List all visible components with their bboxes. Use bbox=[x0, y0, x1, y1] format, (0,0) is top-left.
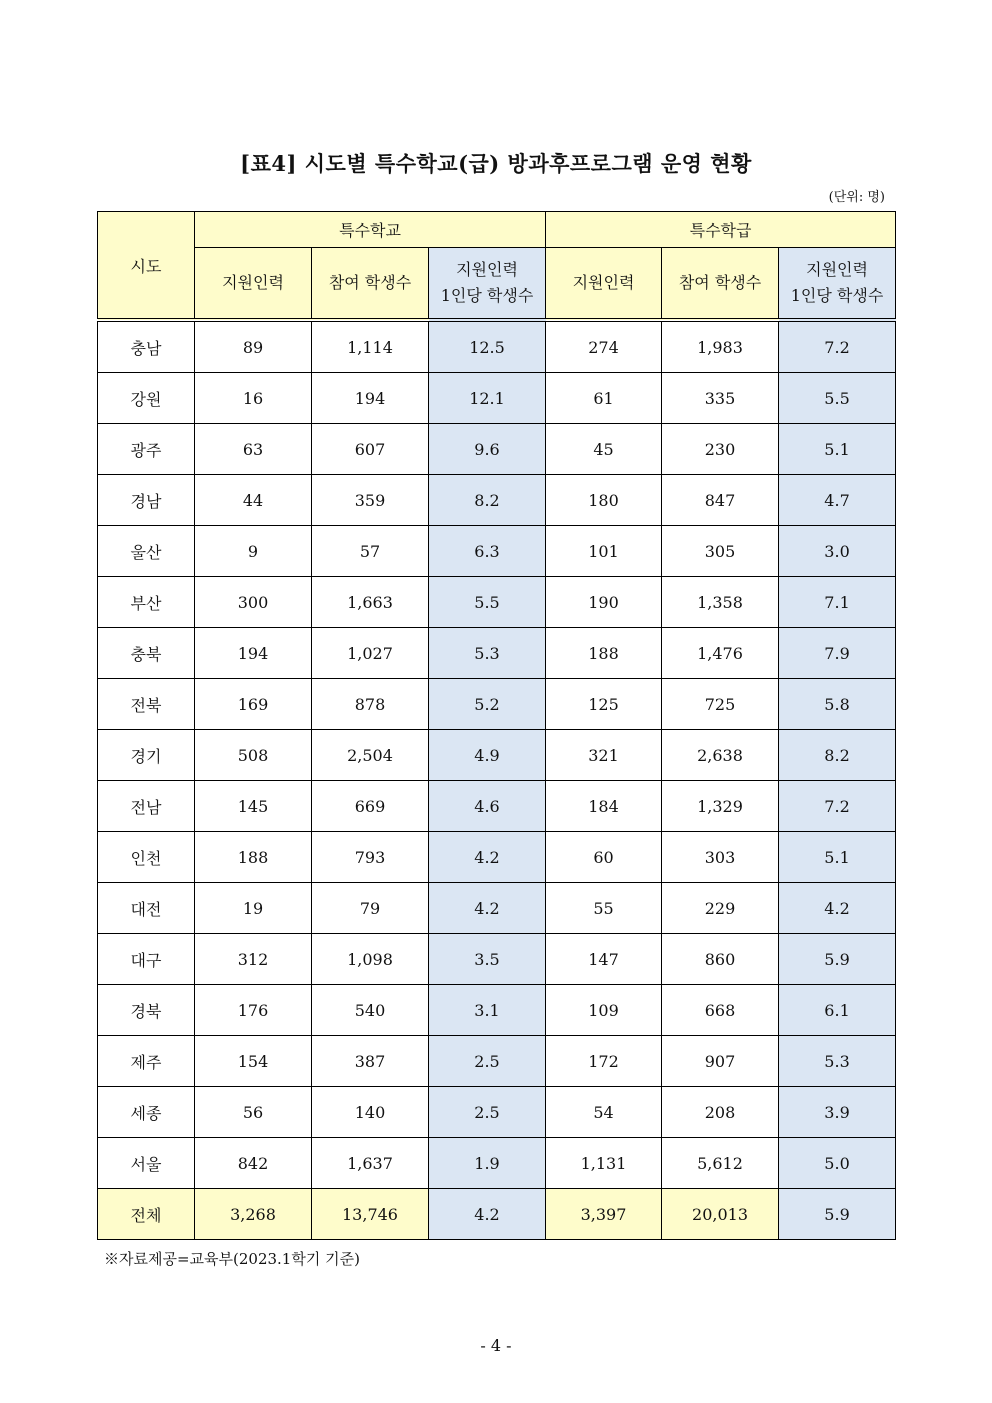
class-ratio-cell: 4.2 bbox=[779, 883, 896, 934]
class-staff-cell: 101 bbox=[546, 526, 662, 577]
region-cell: 충북 bbox=[98, 628, 195, 679]
school-staff-cell: 176 bbox=[195, 985, 312, 1036]
school-students-cell: 2,504 bbox=[312, 730, 429, 781]
class-students-cell: 305 bbox=[662, 526, 779, 577]
page-number: - 4 - bbox=[480, 1336, 512, 1355]
region-cell: 강원 bbox=[98, 373, 195, 424]
school-ratio-cell: 6.3 bbox=[429, 526, 546, 577]
table-row bbox=[98, 424, 896, 475]
school-ratio-cell: 4.2 bbox=[429, 883, 546, 934]
group-header-class: 특수학급 bbox=[546, 212, 896, 248]
class-staff-cell: 45 bbox=[546, 424, 662, 475]
class-staff-cell: 274 bbox=[546, 320, 662, 373]
table-row bbox=[98, 679, 896, 730]
school-staff-cell: 194 bbox=[195, 628, 312, 679]
school-students-cell: 57 bbox=[312, 526, 429, 577]
class-ratio-cell: 5.1 bbox=[779, 424, 896, 475]
school-staff-cell: 145 bbox=[195, 781, 312, 832]
school-students-cell: 1,098 bbox=[312, 934, 429, 985]
school-students-cell: 540 bbox=[312, 985, 429, 1036]
header-row-groups bbox=[98, 212, 896, 248]
class-ratio-cell: 5.3 bbox=[779, 1036, 896, 1087]
table-row bbox=[98, 628, 896, 679]
school-ratio-cell: 1.9 bbox=[429, 1138, 546, 1189]
class-ratio-cell: 4.7 bbox=[779, 475, 896, 526]
school-ratio-cell: 4.9 bbox=[429, 730, 546, 781]
class-staff-cell: 321 bbox=[546, 730, 662, 781]
school-staff-cell: 44 bbox=[195, 475, 312, 526]
school-students-cell: 1,637 bbox=[312, 1138, 429, 1189]
class-students-cell: 2,638 bbox=[662, 730, 779, 781]
school-students-cell: 878 bbox=[312, 679, 429, 730]
table-row bbox=[98, 934, 896, 985]
class-ratio-cell: 5.1 bbox=[779, 832, 896, 883]
school-ratio-cell: 4.6 bbox=[429, 781, 546, 832]
class-students-cell: 303 bbox=[662, 832, 779, 883]
class-ratio-cell: 3.0 bbox=[779, 526, 896, 577]
school-staff-cell: 842 bbox=[195, 1138, 312, 1189]
school-ratio-cell: 3.1 bbox=[429, 985, 546, 1036]
region-header: 시도 bbox=[98, 212, 195, 321]
school-students-cell: 793 bbox=[312, 832, 429, 883]
class-students-cell: 1,358 bbox=[662, 577, 779, 628]
school-ratio-cell: 9.6 bbox=[429, 424, 546, 475]
table-row bbox=[98, 985, 896, 1036]
region-cell: 전남 bbox=[98, 781, 195, 832]
unit-label: (단위: 명) bbox=[828, 190, 885, 205]
school-staff-cell: 188 bbox=[195, 832, 312, 883]
table-row bbox=[98, 730, 896, 781]
table-body bbox=[98, 320, 896, 1240]
school-ratio-cell: 2.5 bbox=[429, 1036, 546, 1087]
region-cell: 전북 bbox=[98, 679, 195, 730]
header-row-columns bbox=[98, 248, 896, 321]
class-ratio-cell: 3.9 bbox=[779, 1087, 896, 1138]
source-note: ※자료제공=교육부(2023.1학기 기준) bbox=[104, 1250, 360, 1268]
class-students-cell: 860 bbox=[662, 934, 779, 985]
ratio-line1: 지원인력 bbox=[456, 260, 518, 279]
class-students-cell: 229 bbox=[662, 883, 779, 934]
table-row bbox=[98, 320, 896, 373]
class-students-cell: 725 bbox=[662, 679, 779, 730]
col-header-school-ratio bbox=[429, 248, 546, 321]
school-ratio-cell: 5.5 bbox=[429, 577, 546, 628]
ratio-line2: 1인당 학생수 bbox=[790, 286, 884, 305]
class-students-cell: 335 bbox=[662, 373, 779, 424]
table-row bbox=[98, 526, 896, 577]
class-students-cell: 668 bbox=[662, 985, 779, 1036]
school-students-cell: 359 bbox=[312, 475, 429, 526]
col-header-class-ratio bbox=[779, 248, 896, 321]
school-students-cell: 607 bbox=[312, 424, 429, 475]
class-staff-cell: 60 bbox=[546, 832, 662, 883]
class-ratio-cell: 5.0 bbox=[779, 1138, 896, 1189]
table-row bbox=[98, 832, 896, 883]
table-row bbox=[98, 883, 896, 934]
region-cell: 경기 bbox=[98, 730, 195, 781]
region-cell: 서울 bbox=[98, 1138, 195, 1189]
class-students-cell: 208 bbox=[662, 1087, 779, 1138]
school-ratio-cell: 8.2 bbox=[429, 475, 546, 526]
school-ratio-cell: 12.1 bbox=[429, 373, 546, 424]
table-row bbox=[98, 1036, 896, 1087]
class-staff-cell: 180 bbox=[546, 475, 662, 526]
class-staff-cell: 147 bbox=[546, 934, 662, 985]
school-staff-cell: 169 bbox=[195, 679, 312, 730]
total-region-cell: 전체 bbox=[98, 1189, 195, 1240]
school-students-cell: 1,114 bbox=[312, 320, 429, 373]
school-staff-cell: 300 bbox=[195, 577, 312, 628]
class-ratio-cell: 7.2 bbox=[779, 781, 896, 832]
class-students-cell: 1,329 bbox=[662, 781, 779, 832]
class-ratio-cell: 7.1 bbox=[779, 577, 896, 628]
total-school-students-cell: 13,746 bbox=[312, 1189, 429, 1240]
class-ratio-cell: 7.9 bbox=[779, 628, 896, 679]
table-title: [표4] 시도별 특수학교(급) 방과후프로그램 운영 현황 bbox=[240, 151, 752, 176]
class-students-cell: 1,476 bbox=[662, 628, 779, 679]
class-staff-cell: 1,131 bbox=[546, 1138, 662, 1189]
col-header-school-staff: 지원인력 bbox=[195, 248, 312, 321]
class-ratio-cell: 6.1 bbox=[779, 985, 896, 1036]
region-cell: 부산 bbox=[98, 577, 195, 628]
region-cell: 경북 bbox=[98, 985, 195, 1036]
table-row bbox=[98, 781, 896, 832]
class-ratio-cell: 7.2 bbox=[779, 320, 896, 373]
school-staff-cell: 16 bbox=[195, 373, 312, 424]
class-staff-cell: 61 bbox=[546, 373, 662, 424]
total-class-students-cell: 20,013 bbox=[662, 1189, 779, 1240]
school-students-cell: 1,027 bbox=[312, 628, 429, 679]
ratio-line2: 1인당 학생수 bbox=[440, 286, 534, 305]
col-header-class-staff: 지원인력 bbox=[546, 248, 662, 321]
total-class-staff-cell: 3,397 bbox=[546, 1189, 662, 1240]
col-header-school-students: 참여 학생수 bbox=[312, 248, 429, 321]
school-staff-cell: 154 bbox=[195, 1036, 312, 1087]
school-staff-cell: 508 bbox=[195, 730, 312, 781]
school-ratio-cell: 5.3 bbox=[429, 628, 546, 679]
class-staff-cell: 109 bbox=[546, 985, 662, 1036]
group-header-school: 특수학교 bbox=[195, 212, 546, 248]
class-ratio-cell: 5.5 bbox=[779, 373, 896, 424]
school-ratio-cell: 4.2 bbox=[429, 832, 546, 883]
region-cell: 충남 bbox=[98, 320, 195, 373]
class-staff-cell: 55 bbox=[546, 883, 662, 934]
class-staff-cell: 190 bbox=[546, 577, 662, 628]
class-ratio-cell: 8.2 bbox=[779, 730, 896, 781]
class-ratio-cell: 5.9 bbox=[779, 934, 896, 985]
school-ratio-cell: 3.5 bbox=[429, 934, 546, 985]
class-students-cell: 907 bbox=[662, 1036, 779, 1087]
school-students-cell: 1,663 bbox=[312, 577, 429, 628]
table-row bbox=[98, 1138, 896, 1189]
class-students-cell: 847 bbox=[662, 475, 779, 526]
school-students-cell: 79 bbox=[312, 883, 429, 934]
class-ratio-cell: 5.8 bbox=[779, 679, 896, 730]
total-class-ratio-cell: 5.9 bbox=[779, 1189, 896, 1240]
region-cell: 제주 bbox=[98, 1036, 195, 1087]
class-staff-cell: 188 bbox=[546, 628, 662, 679]
school-staff-cell: 63 bbox=[195, 424, 312, 475]
table-row bbox=[98, 577, 896, 628]
school-staff-cell: 19 bbox=[195, 883, 312, 934]
region-cell: 대전 bbox=[98, 883, 195, 934]
school-staff-cell: 56 bbox=[195, 1087, 312, 1138]
school-staff-cell: 312 bbox=[195, 934, 312, 985]
class-staff-cell: 184 bbox=[546, 781, 662, 832]
region-cell: 세종 bbox=[98, 1087, 195, 1138]
region-cell: 경남 bbox=[98, 475, 195, 526]
col-header-class-students: 참여 학생수 bbox=[662, 248, 779, 321]
total-school-ratio-cell: 4.2 bbox=[429, 1189, 546, 1240]
school-students-cell: 387 bbox=[312, 1036, 429, 1087]
school-ratio-cell: 5.2 bbox=[429, 679, 546, 730]
class-students-cell: 230 bbox=[662, 424, 779, 475]
region-cell: 울산 bbox=[98, 526, 195, 577]
school-students-cell: 140 bbox=[312, 1087, 429, 1138]
school-students-cell: 669 bbox=[312, 781, 429, 832]
class-staff-cell: 125 bbox=[546, 679, 662, 730]
region-cell: 광주 bbox=[98, 424, 195, 475]
class-students-cell: 1,983 bbox=[662, 320, 779, 373]
table-row bbox=[98, 373, 896, 424]
class-students-cell: 5,612 bbox=[662, 1138, 779, 1189]
table-row bbox=[98, 475, 896, 526]
table-row bbox=[98, 1087, 896, 1138]
class-staff-cell: 54 bbox=[546, 1087, 662, 1138]
region-cell: 대구 bbox=[98, 934, 195, 985]
ratio-line1: 지원인력 bbox=[806, 260, 868, 279]
school-staff-cell: 89 bbox=[195, 320, 312, 373]
class-staff-cell: 172 bbox=[546, 1036, 662, 1087]
stats-table bbox=[97, 211, 896, 1240]
school-ratio-cell: 12.5 bbox=[429, 320, 546, 373]
school-ratio-cell: 2.5 bbox=[429, 1087, 546, 1138]
region-cell: 인천 bbox=[98, 832, 195, 883]
school-students-cell: 194 bbox=[312, 373, 429, 424]
school-staff-cell: 9 bbox=[195, 526, 312, 577]
total-school-staff-cell: 3,268 bbox=[195, 1189, 312, 1240]
total-row bbox=[98, 1189, 896, 1240]
